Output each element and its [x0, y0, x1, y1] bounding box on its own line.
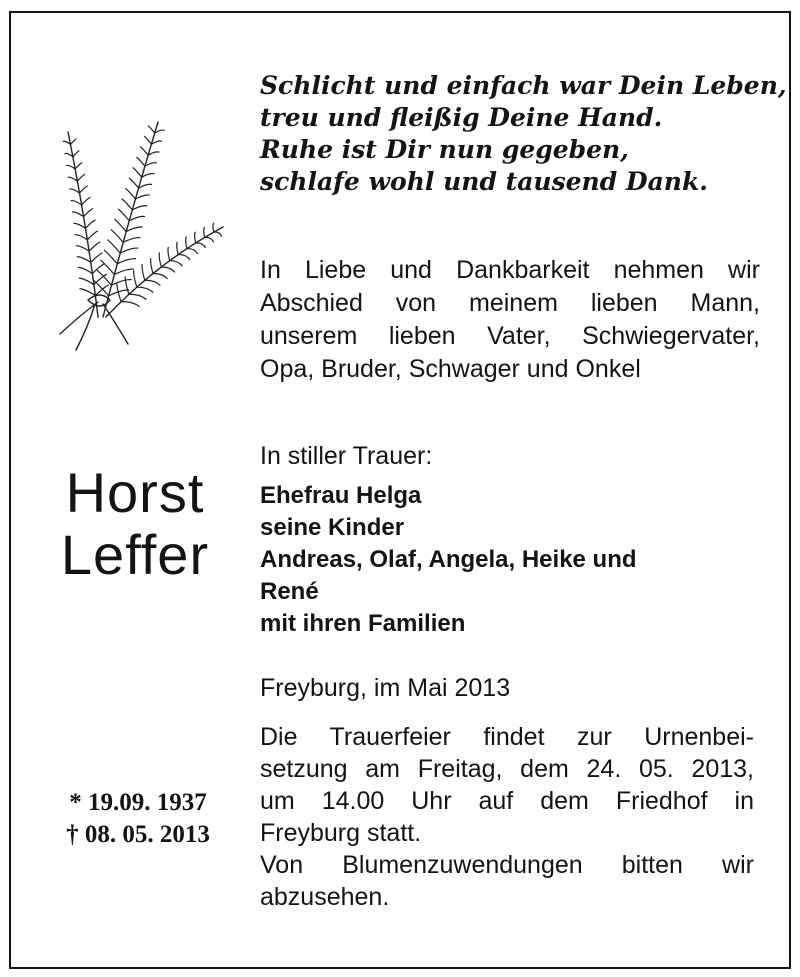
- fern-leaflet: [118, 209, 129, 221]
- ceremony-line: Die Trauerfeier findet zur Urnenbei-: [260, 723, 754, 751]
- birth-date: * 19.09. 1937: [69, 789, 207, 816]
- farewell-line: unserem lieben Vater, Schwiegervater,: [260, 322, 760, 350]
- first-name: Horst: [65, 461, 205, 524]
- mourners-list: [260, 480, 760, 640]
- ceremony-line: setzung am Freitag, dem 24. 05. 2013,: [260, 755, 754, 783]
- fern-leaflet: [145, 280, 161, 285]
- fern-leaflet: [73, 151, 80, 157]
- fern-leaflet: [168, 247, 170, 261]
- fern-leaflet: [204, 227, 205, 237]
- fern-leaflet: [214, 232, 222, 237]
- fern-leaflet: [144, 136, 151, 144]
- fern-leaflet: [142, 174, 155, 178]
- fern-leaflet: [126, 227, 143, 232]
- fern-leaflet: [137, 157, 145, 166]
- poem-line: schlafe wohl und tausend Dank.: [260, 167, 708, 196]
- fern-leaflet: [151, 141, 162, 144]
- fern-leaflet: [132, 206, 147, 210]
- fern-leaflet: [159, 252, 161, 267]
- ceremony-line: Von Blumenzuwendungen bitten wir: [260, 851, 754, 879]
- ceremony-line: abzusehen.: [260, 883, 390, 911]
- fern-leaflet: [75, 163, 82, 169]
- fern-leaflet: [117, 259, 136, 264]
- mourner-line: mit ihren Familien: [260, 610, 466, 637]
- fern-leaflet: [135, 195, 149, 199]
- life-dates: [38, 787, 238, 851]
- fern-leaflet: [133, 168, 142, 178]
- fern-leaflet: [139, 184, 153, 188]
- fern-leaflet: [78, 267, 93, 273]
- fern-leaflet: [151, 258, 153, 273]
- fern-leaflet: [112, 279, 132, 285]
- fern-leaflet: [142, 264, 145, 280]
- ceremony-line: um 14.00 Uhr auf dem Friedhof in: [260, 787, 754, 815]
- poem-verse: [260, 70, 790, 198]
- fern-leaflet: [68, 177, 78, 181]
- death-date: † 08. 05. 2013: [66, 821, 210, 848]
- fern-leaflet: [123, 238, 140, 243]
- fern-leaflet: [178, 255, 190, 260]
- fern-leaflet: [97, 270, 112, 285]
- farewell-text: [260, 254, 760, 386]
- fern-leaflet: [196, 243, 206, 248]
- fern-leaflet: [66, 165, 75, 169]
- fern-leaflet: [186, 237, 187, 249]
- fern-leaflet: [129, 178, 139, 188]
- fern-leaflet: [104, 250, 118, 264]
- fern-leaflet: [195, 232, 196, 243]
- fern-leaflet: [205, 237, 214, 242]
- mourner-line: René: [260, 578, 319, 605]
- fern-leaflet: [122, 199, 133, 210]
- fern-leaflet: [89, 242, 100, 251]
- fern-leaflet: [72, 212, 84, 217]
- fern-leaflet: [76, 246, 89, 251]
- poem-line: Schlicht und einfach war Dein Leben,: [260, 71, 787, 100]
- fern-leaflet: [140, 147, 148, 156]
- fern-leaflet: [125, 188, 135, 199]
- fern-leaflet: [129, 216, 145, 220]
- fern-leaflet: [111, 229, 123, 242]
- fern-leaflet: [84, 209, 93, 217]
- fern-leaflet: [65, 153, 73, 156]
- fern-leaflet: [120, 248, 138, 253]
- fern-leaflet: [170, 261, 183, 266]
- poem-line: treu und fleißig Deine Hand.: [260, 103, 663, 132]
- fern-leaflet: [87, 231, 98, 240]
- fern-leaflet: [148, 152, 159, 155]
- fern-leaflet: [79, 278, 94, 285]
- fern-leaflet: [148, 126, 155, 134]
- fern-leaflet: [134, 270, 137, 287]
- mourner-line: seine Kinder: [260, 514, 405, 541]
- farewell-line: In Liebe und Dankbarkeit nehmen wir: [260, 256, 760, 284]
- fern-leaflet: [82, 197, 91, 205]
- place-date: Freyburg, im Mai 2013: [260, 674, 511, 702]
- fern-leaflet: [114, 269, 133, 275]
- fern-leaflet: [80, 186, 88, 193]
- fern-leaflet: [137, 287, 154, 292]
- fern-bouquet-icon: [48, 112, 238, 362]
- farewell-line: Opa, Bruder, Schwager und Onkel: [260, 355, 641, 383]
- fern-leaflet: [69, 189, 79, 193]
- fern-leaflet: [161, 267, 175, 272]
- fern-leaflet: [73, 223, 85, 228]
- fern-leaflet: [115, 219, 127, 232]
- fern-leaflet: [153, 273, 168, 278]
- fern-leaflet: [77, 174, 85, 181]
- deceased-name: [40, 462, 230, 586]
- mourner-line: Andreas, Olaf, Angela, Heike und: [260, 546, 637, 573]
- fern-leaflet: [121, 302, 140, 307]
- fern-leaflet: [71, 201, 82, 205]
- fern-leaflet: [213, 223, 214, 232]
- ceremony-line: Freyburg statt.: [260, 819, 422, 847]
- mourner-line: Ehefrau Helga: [260, 482, 422, 509]
- farewell-line: Abschied von meinem lieben Mann,: [260, 289, 760, 317]
- fern-leaflet: [80, 289, 96, 296]
- fern-leaflet: [75, 235, 88, 240]
- ceremony-info: [260, 721, 754, 913]
- fern-leaflet: [145, 163, 157, 167]
- fern-leaflet: [177, 242, 178, 255]
- fern-leaflet: [100, 260, 114, 275]
- last-name: Leffer: [60, 523, 210, 586]
- fern-leaflet: [187, 249, 198, 254]
- poem-line: Ruhe ist Dir nun gegeben,: [260, 135, 629, 164]
- fern-leaflet: [86, 220, 96, 229]
- fern-leaflet: [107, 240, 120, 254]
- fern-leaflet: [71, 139, 77, 144]
- fern-leaflet: [129, 294, 147, 299]
- fern-leaflet: [77, 257, 91, 263]
- mourning-label: In stiller Trauer:: [260, 442, 433, 470]
